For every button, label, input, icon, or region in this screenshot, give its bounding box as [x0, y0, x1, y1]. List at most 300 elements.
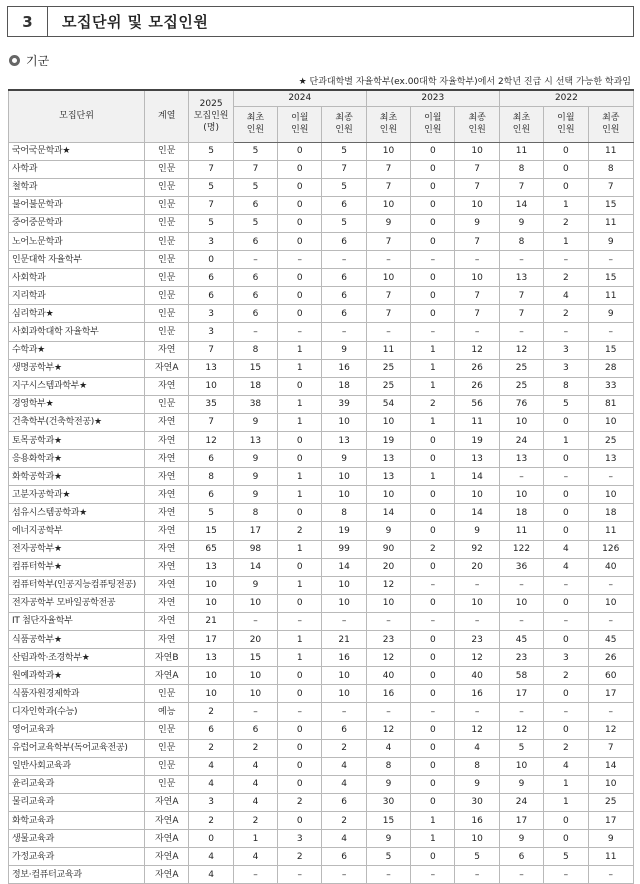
cell-track: 자연	[145, 468, 189, 486]
cell-2022-initial: –	[499, 612, 543, 630]
cell-2024-carryover: 0	[278, 377, 322, 395]
cell-2024-carryover: 0	[278, 305, 322, 323]
cell-2023-carryover: 0	[411, 631, 455, 649]
cell-2024-carryover: 0	[278, 594, 322, 612]
cell-2023-initial: 7	[366, 305, 410, 323]
cell-unit: 화학공학과★	[9, 468, 145, 486]
cell-2024-carryover: 2	[278, 848, 322, 866]
cell-2022-final: 25	[588, 793, 633, 811]
cell-2024-final: 5	[322, 142, 366, 160]
cell-2022-carryover: 0	[544, 594, 588, 612]
cell-quota-2025: 10	[189, 377, 233, 395]
cell-2023-initial: 12	[366, 721, 410, 739]
cell-2024-final: –	[322, 251, 366, 269]
cell-2022-carryover: 2	[544, 269, 588, 287]
cell-2022-initial: 25	[499, 377, 543, 395]
cell-2024-initial: 98	[233, 540, 277, 558]
cell-2023-initial: 9	[366, 214, 410, 232]
cell-2024-initial: 8	[233, 504, 277, 522]
cell-2022-initial: 58	[499, 667, 543, 685]
table-row	[9, 287, 634, 305]
table-row	[9, 631, 634, 649]
cell-2022-initial: 17	[499, 811, 543, 829]
cell-2022-initial: 8	[499, 232, 543, 250]
cell-2022-final: 10	[588, 775, 633, 793]
cell-track: 인문	[145, 251, 189, 269]
cell-2022-initial: 10	[499, 486, 543, 504]
cell-2024-final: 8	[322, 504, 366, 522]
cell-2024-initial: 2	[233, 739, 277, 757]
cell-2023-carryover: 0	[411, 305, 455, 323]
cell-track: 예능	[145, 703, 189, 721]
cell-2023-initial: 20	[366, 558, 410, 576]
cell-2024-final: 6	[322, 269, 366, 287]
cell-quota-2025: 10	[189, 685, 233, 703]
cell-2023-carryover: 1	[411, 341, 455, 359]
cell-2023-carryover: –	[411, 703, 455, 721]
cell-2024-carryover: 0	[278, 757, 322, 775]
cell-2023-initial: 9	[366, 775, 410, 793]
cell-2024-carryover: 1	[278, 395, 322, 413]
cell-2023-initial: 12	[366, 576, 410, 594]
cell-2024-final: 10	[322, 413, 366, 431]
table-row	[9, 450, 634, 468]
table-row	[9, 739, 634, 757]
table-row	[9, 196, 634, 214]
cell-2023-initial: 23	[366, 631, 410, 649]
cell-unit: 전자공학부★	[9, 540, 145, 558]
cell-quota-2025: 15	[189, 522, 233, 540]
cell-unit: 생물교육과	[9, 830, 145, 848]
cell-2024-final: –	[322, 612, 366, 630]
cell-quota-2025: 13	[189, 359, 233, 377]
cell-2023-final: 16	[455, 685, 499, 703]
cell-2023-initial: 9	[366, 830, 410, 848]
cell-2024-initial: 6	[233, 305, 277, 323]
cell-2022-initial: –	[499, 703, 543, 721]
cell-2022-carryover: 1	[544, 196, 588, 214]
cell-unit: 고분자공학과★	[9, 486, 145, 504]
cell-2022-initial: 7	[499, 305, 543, 323]
cell-2023-initial: 5	[366, 848, 410, 866]
cell-2024-initial: 9	[233, 450, 277, 468]
table-row	[9, 649, 634, 667]
cell-2024-initial: 9	[233, 576, 277, 594]
header-quota-2025: 2025 모집인원 (명)	[189, 90, 233, 142]
cell-2023-carryover: 1	[411, 811, 455, 829]
cell-2023-carryover: 0	[411, 432, 455, 450]
cell-track: 인문	[145, 395, 189, 413]
cell-unit: 지구시스템과학부★	[9, 377, 145, 395]
cell-2024-initial: 13	[233, 432, 277, 450]
cell-2022-final: –	[588, 251, 633, 269]
cell-2023-initial: 10	[366, 269, 410, 287]
cell-2023-carryover: 0	[411, 214, 455, 232]
cell-2024-carryover: 1	[278, 413, 322, 431]
cell-2024-carryover: –	[278, 251, 322, 269]
cell-2024-initial: 10	[233, 685, 277, 703]
cell-2022-carryover: 3	[544, 341, 588, 359]
cell-2022-carryover: 5	[544, 395, 588, 413]
table-row	[9, 576, 634, 594]
cell-track: 자연A	[145, 848, 189, 866]
cell-2023-final: 9	[455, 214, 499, 232]
cell-2024-initial: 6	[233, 232, 277, 250]
cell-2022-initial: 9	[499, 830, 543, 848]
cell-2022-final: –	[588, 576, 633, 594]
cell-track: 자연A	[145, 793, 189, 811]
table-row	[9, 377, 634, 395]
cell-unit: 노어노문학과	[9, 232, 145, 250]
header-2022-carryover: 이월 인원	[544, 106, 588, 142]
cell-quota-2025: 10	[189, 576, 233, 594]
cell-2024-final: 10	[322, 594, 366, 612]
table-row	[9, 793, 634, 811]
cell-track: 인문	[145, 305, 189, 323]
cell-quota-2025: 7	[189, 413, 233, 431]
cell-2022-initial: 10	[499, 757, 543, 775]
cell-2022-initial: 25	[499, 359, 543, 377]
cell-unit: 인문대학 자율학부	[9, 251, 145, 269]
cell-2022-initial: 11	[499, 522, 543, 540]
cell-unit: 컴퓨터학부★	[9, 558, 145, 576]
cell-2024-initial: 8	[233, 341, 277, 359]
cell-2022-final: –	[588, 468, 633, 486]
section-header	[7, 6, 634, 37]
cell-2023-carryover: 0	[411, 504, 455, 522]
table-row	[9, 721, 634, 739]
cell-2023-carryover: 0	[411, 178, 455, 196]
cell-track: 자연	[145, 432, 189, 450]
cell-2024-final: 7	[322, 160, 366, 178]
cell-2022-initial: 122	[499, 540, 543, 558]
section-number: 3	[8, 7, 48, 36]
cell-2023-final: 23	[455, 631, 499, 649]
cell-2022-carryover: –	[544, 612, 588, 630]
cell-2022-final: 11	[588, 214, 633, 232]
cell-2023-carryover: 0	[411, 757, 455, 775]
cell-2024-final: 10	[322, 667, 366, 685]
cell-unit: 정보·컴퓨터교육과	[9, 866, 145, 884]
cell-2023-initial: –	[366, 866, 410, 884]
cell-2022-initial: 36	[499, 558, 543, 576]
cell-track: 인문	[145, 214, 189, 232]
cell-2022-initial: 10	[499, 413, 543, 431]
cell-2023-final: 12	[455, 721, 499, 739]
cell-2023-carryover: 0	[411, 721, 455, 739]
cell-quota-2025: 6	[189, 721, 233, 739]
cell-2024-final: –	[322, 703, 366, 721]
cell-2023-carryover: 0	[411, 649, 455, 667]
cell-2023-initial: 19	[366, 432, 410, 450]
cell-2023-final: 14	[455, 504, 499, 522]
cell-2022-final: 17	[588, 811, 633, 829]
cell-2022-carryover: 8	[544, 377, 588, 395]
cell-unit: 사학과	[9, 160, 145, 178]
cell-quota-2025: 3	[189, 232, 233, 250]
cell-quota-2025: 8	[189, 468, 233, 486]
cell-unit: 일반사회교육과	[9, 757, 145, 775]
cell-2023-initial: 30	[366, 793, 410, 811]
cell-2023-carryover: 0	[411, 685, 455, 703]
table-row	[9, 775, 634, 793]
cell-track: 자연A	[145, 830, 189, 848]
table-row	[9, 232, 634, 250]
cell-2024-final: 6	[322, 196, 366, 214]
cell-track: 인문	[145, 323, 189, 341]
cell-2022-carryover: 5	[544, 848, 588, 866]
cell-2024-final: 10	[322, 486, 366, 504]
cell-2023-carryover: 1	[411, 468, 455, 486]
cell-2022-final: 26	[588, 649, 633, 667]
cell-2023-initial: –	[366, 612, 410, 630]
cell-2022-final: 10	[588, 594, 633, 612]
cell-2024-initial: 4	[233, 775, 277, 793]
cell-2023-initial: 10	[366, 594, 410, 612]
table-row	[9, 612, 634, 630]
cell-2024-initial: 6	[233, 196, 277, 214]
cell-track: 자연A	[145, 866, 189, 884]
table-row	[9, 811, 634, 829]
cell-2023-initial: –	[366, 323, 410, 341]
cell-2023-carryover: –	[411, 251, 455, 269]
cell-quota-2025: 3	[189, 305, 233, 323]
cell-quota-2025: 4	[189, 866, 233, 884]
cell-2022-initial: 10	[499, 594, 543, 612]
cell-quota-2025: 3	[189, 323, 233, 341]
cell-track: 자연	[145, 576, 189, 594]
cell-2022-final: 11	[588, 287, 633, 305]
cell-2022-final: 9	[588, 830, 633, 848]
table-row	[9, 269, 634, 287]
cell-2024-carryover: –	[278, 703, 322, 721]
cell-2024-carryover: 1	[278, 359, 322, 377]
table-row	[9, 594, 634, 612]
cell-2022-initial: 76	[499, 395, 543, 413]
cell-2024-carryover: 1	[278, 649, 322, 667]
cell-quota-2025: 4	[189, 848, 233, 866]
cell-2024-carryover: 0	[278, 775, 322, 793]
cell-2022-final: 8	[588, 160, 633, 178]
cell-2023-final: 10	[455, 830, 499, 848]
cell-2022-carryover: 4	[544, 287, 588, 305]
cell-2022-initial: –	[499, 866, 543, 884]
cell-2024-initial: 10	[233, 667, 277, 685]
table-row	[9, 341, 634, 359]
cell-2023-carryover: 0	[411, 160, 455, 178]
cell-2022-final: –	[588, 866, 633, 884]
cell-track: 인문	[145, 269, 189, 287]
cell-2022-initial: 11	[499, 142, 543, 160]
cell-2024-initial: 5	[233, 178, 277, 196]
cell-quota-2025: 13	[189, 649, 233, 667]
cell-2023-final: 7	[455, 287, 499, 305]
cell-track: 인문	[145, 160, 189, 178]
cell-2023-final: 10	[455, 196, 499, 214]
cell-unit: 지리학과	[9, 287, 145, 305]
cell-2022-initial: 7	[499, 178, 543, 196]
cell-2022-initial: 8	[499, 160, 543, 178]
cell-2022-final: 17	[588, 685, 633, 703]
cell-unit: 전자공학부 모바일공학전공	[9, 594, 145, 612]
cell-2024-initial: 15	[233, 649, 277, 667]
cell-2022-final: 9	[588, 305, 633, 323]
cell-2022-final: 33	[588, 377, 633, 395]
header-unit: 모집단위	[9, 90, 145, 142]
cell-unit: 식품공학부★	[9, 631, 145, 649]
cell-unit: IT 첨단자율학부	[9, 612, 145, 630]
cell-2022-final: 18	[588, 504, 633, 522]
cell-2024-carryover: 1	[278, 631, 322, 649]
cell-track: 인문	[145, 739, 189, 757]
cell-2022-final: 9	[588, 232, 633, 250]
header-2023-final: 최종 인원	[455, 106, 499, 142]
cell-unit: 심리학과★	[9, 305, 145, 323]
cell-2024-final: 9	[322, 341, 366, 359]
cell-2024-final: 6	[322, 793, 366, 811]
cell-2024-carryover: 1	[278, 486, 322, 504]
cell-2024-final: 14	[322, 558, 366, 576]
cell-track: 자연	[145, 450, 189, 468]
section-title: 모집단위 및 모집인원	[62, 13, 209, 31]
table-row	[9, 703, 634, 721]
cell-2023-carryover: 1	[411, 830, 455, 848]
cell-2022-final: 13	[588, 450, 633, 468]
cell-2022-initial: 18	[499, 504, 543, 522]
cell-2024-final: 4	[322, 757, 366, 775]
quota-table	[8, 89, 634, 884]
cell-2022-carryover: 4	[544, 540, 588, 558]
cell-2024-carryover: –	[278, 866, 322, 884]
table-row	[9, 142, 634, 160]
cell-2023-final: 8	[455, 757, 499, 775]
cell-2024-initial: 18	[233, 377, 277, 395]
cell-unit: 수학과★	[9, 341, 145, 359]
header-2023-initial: 최초 인원	[366, 106, 410, 142]
cell-unit: 건축학부(건축학전공)★	[9, 413, 145, 431]
cell-track: 자연	[145, 522, 189, 540]
cell-2022-final: –	[588, 323, 633, 341]
cell-2022-carryover: –	[544, 468, 588, 486]
cell-unit: 국어국문학과★	[9, 142, 145, 160]
cell-2023-initial: 11	[366, 341, 410, 359]
cell-2023-initial: 25	[366, 359, 410, 377]
cell-2024-initial: 9	[233, 413, 277, 431]
cell-2024-carryover: 1	[278, 468, 322, 486]
cell-quota-2025: 6	[189, 450, 233, 468]
cell-2024-initial: 10	[233, 594, 277, 612]
cell-2023-final: 56	[455, 395, 499, 413]
cell-quota-2025: 2	[189, 811, 233, 829]
cell-2023-initial: 8	[366, 757, 410, 775]
table-row	[9, 866, 634, 884]
cell-2024-final: 16	[322, 359, 366, 377]
cell-unit: 사회학과	[9, 269, 145, 287]
cell-2024-initial: 9	[233, 486, 277, 504]
cell-2023-final: 16	[455, 811, 499, 829]
cell-2023-initial: 14	[366, 504, 410, 522]
table-row	[9, 305, 634, 323]
cell-quota-2025: 13	[189, 558, 233, 576]
cell-2022-carryover: 0	[544, 160, 588, 178]
cell-2022-initial: 24	[499, 432, 543, 450]
cell-2022-carryover: 1	[544, 793, 588, 811]
cell-2024-carryover: 0	[278, 721, 322, 739]
cell-2024-carryover: 0	[278, 504, 322, 522]
cell-2024-final: 99	[322, 540, 366, 558]
header-year-2022: 2022	[499, 90, 633, 106]
cell-2024-initial: 6	[233, 269, 277, 287]
cell-2023-carryover: 0	[411, 558, 455, 576]
cell-unit: 불어불문학과	[9, 196, 145, 214]
cell-track: 자연A	[145, 359, 189, 377]
cell-2024-initial: 6	[233, 287, 277, 305]
cell-2024-initial: 4	[233, 848, 277, 866]
table-row	[9, 848, 634, 866]
cell-2023-carryover: 0	[411, 486, 455, 504]
cell-2023-final: 26	[455, 377, 499, 395]
table-row	[9, 214, 634, 232]
cell-unit: 화학교육과	[9, 811, 145, 829]
cell-2023-carryover: 0	[411, 196, 455, 214]
cell-2024-carryover: 0	[278, 739, 322, 757]
cell-2022-carryover: –	[544, 576, 588, 594]
cell-2023-initial: 25	[366, 377, 410, 395]
cell-2022-initial: 7	[499, 287, 543, 305]
cell-unit: 원예과학과★	[9, 667, 145, 685]
cell-2022-carryover: 0	[544, 522, 588, 540]
subheading-label: 기군	[26, 54, 50, 68]
cell-2022-carryover: –	[544, 703, 588, 721]
cell-2023-final: 7	[455, 305, 499, 323]
table-row	[9, 413, 634, 431]
cell-2024-initial: 17	[233, 522, 277, 540]
cell-2022-carryover: 3	[544, 649, 588, 667]
cell-2023-final: –	[455, 576, 499, 594]
cell-unit: 철학과	[9, 178, 145, 196]
cell-2022-carryover: 0	[544, 450, 588, 468]
cell-2022-final: 81	[588, 395, 633, 413]
cell-2024-final: 21	[322, 631, 366, 649]
cell-2022-initial: 12	[499, 721, 543, 739]
cell-2024-carryover: 0	[278, 450, 322, 468]
cell-2022-carryover: 1	[544, 775, 588, 793]
cell-2024-carryover: –	[278, 323, 322, 341]
cell-2023-final: 7	[455, 232, 499, 250]
cell-2022-final: 11	[588, 848, 633, 866]
cell-unit: 에너지공학부	[9, 522, 145, 540]
cell-2022-carryover: 0	[544, 830, 588, 848]
cell-2022-carryover: 2	[544, 667, 588, 685]
ring-bullet-icon	[9, 55, 20, 66]
cell-2023-final: 30	[455, 793, 499, 811]
cell-2022-initial: 5	[499, 739, 543, 757]
cell-2023-final: 20	[455, 558, 499, 576]
cell-2022-carryover: –	[544, 323, 588, 341]
cell-2023-final: 7	[455, 178, 499, 196]
cell-quota-2025: 35	[189, 395, 233, 413]
footnote: ★ 단과대학별 자율학부(ex.00대학 자율학부)에서 2학년 진급 시 선택 가능한 학과임	[298, 77, 631, 87]
cell-2023-carryover: 1	[411, 377, 455, 395]
cell-2022-carryover: 2	[544, 305, 588, 323]
cell-quota-2025: 4	[189, 775, 233, 793]
cell-2024-initial: 14	[233, 558, 277, 576]
cell-2024-final: 6	[322, 848, 366, 866]
cell-2023-initial: 9	[366, 522, 410, 540]
cell-2024-carryover: –	[278, 612, 322, 630]
cell-2024-carryover: 1	[278, 341, 322, 359]
header-2022-final: 최종 인원	[588, 106, 633, 142]
